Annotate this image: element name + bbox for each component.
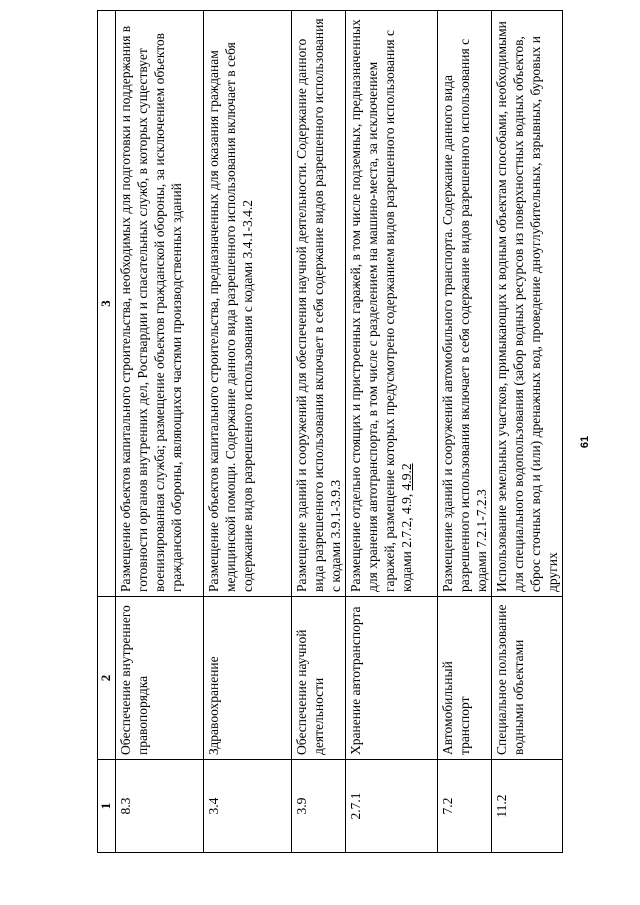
row-code: 8.3: [116, 760, 204, 853]
row-code: 2.7.1: [346, 760, 438, 853]
row-description: Размещение зданий и сооружений для обеспечения научной деятельности. Содержание данного вида разрешенного использования включает в себя содержание видов разрешенного использования с кодами 3.9.1-3.9.3: [292, 11, 346, 597]
row-description: Использование земельных участков, примыкающих к водным объектам способами, необходимыми для специального водопользования (забор водных ресурсов из поверхностных водных объектов, сброс сточных вод и (или) дренажных вод, проведение дноуглубительных, взрывных, буровых и других: [492, 11, 563, 597]
table-row: [116, 11, 204, 853]
table-row: [292, 11, 346, 853]
rotated-table-container: [97, 11, 560, 853]
row-name: Обеспечение научной деятельности: [292, 597, 346, 760]
row-description: Размещение объектов капитального строительства, необходимых для подготовки и поддержания в готовности органов внутренних дел, Росгвардии и спасательных служб, в которых существует военизированная служба; размещение объектов гражданской обороны, за исключением объектов гражданской обороны, являющихся частями производственных зданий: [116, 11, 204, 597]
row-description: Размещение зданий и сооружений автомобильного транспорта. Содержание данного вида разрешенного использования включает в себя содержание видов разрешенного использования с кодами 7.2.1-7.2.3: [438, 11, 492, 597]
header-col-1: 1: [98, 760, 116, 853]
table-header-row: [98, 11, 116, 853]
row-code: 7.2: [438, 760, 492, 853]
row-name: Здравоохранение: [204, 597, 292, 760]
row-description-text: Размещение отдельно стоящих и пристроенных гаражей, в том числе подземных, предназначенных для хранения автотранспорта, в том числе с разделением на машино-места, за исключением гаражей, размещение которых предусмотрено содержанием видов разрешенного использования с кодами 2.7.2, 4.9,: [348, 19, 414, 592]
row-name: Специальное пользование водными объектами: [492, 597, 563, 760]
row-name: Обеспечение внутреннего правопорядка: [116, 597, 204, 760]
header-col-3: 3: [98, 11, 116, 597]
row-name: Автомобильный транспорт: [438, 597, 492, 760]
table-row: [438, 11, 492, 853]
page-number: 61: [579, 435, 591, 449]
row-code: 3.9: [292, 760, 346, 853]
land-use-table: [97, 10, 563, 853]
row-description-underlined-code: 4.9.2: [399, 463, 414, 491]
table-row: [204, 11, 292, 853]
row-code: 3.4: [204, 760, 292, 853]
row-description: [346, 11, 438, 597]
row-description: Размещение объектов капитального строительства, предназначенных для оказания гражданам медицинской помощи. Содержание данного вида разрешенного использования включает в себя содержание видов разрешенного использования с кодами 3.4.1-3.4.2: [204, 11, 292, 597]
row-name: Хранение автотранспорта: [346, 597, 438, 760]
header-col-2: 2: [98, 597, 116, 760]
table-row: [492, 11, 563, 853]
row-code: 11.2: [492, 760, 563, 853]
table-row: [346, 11, 438, 853]
